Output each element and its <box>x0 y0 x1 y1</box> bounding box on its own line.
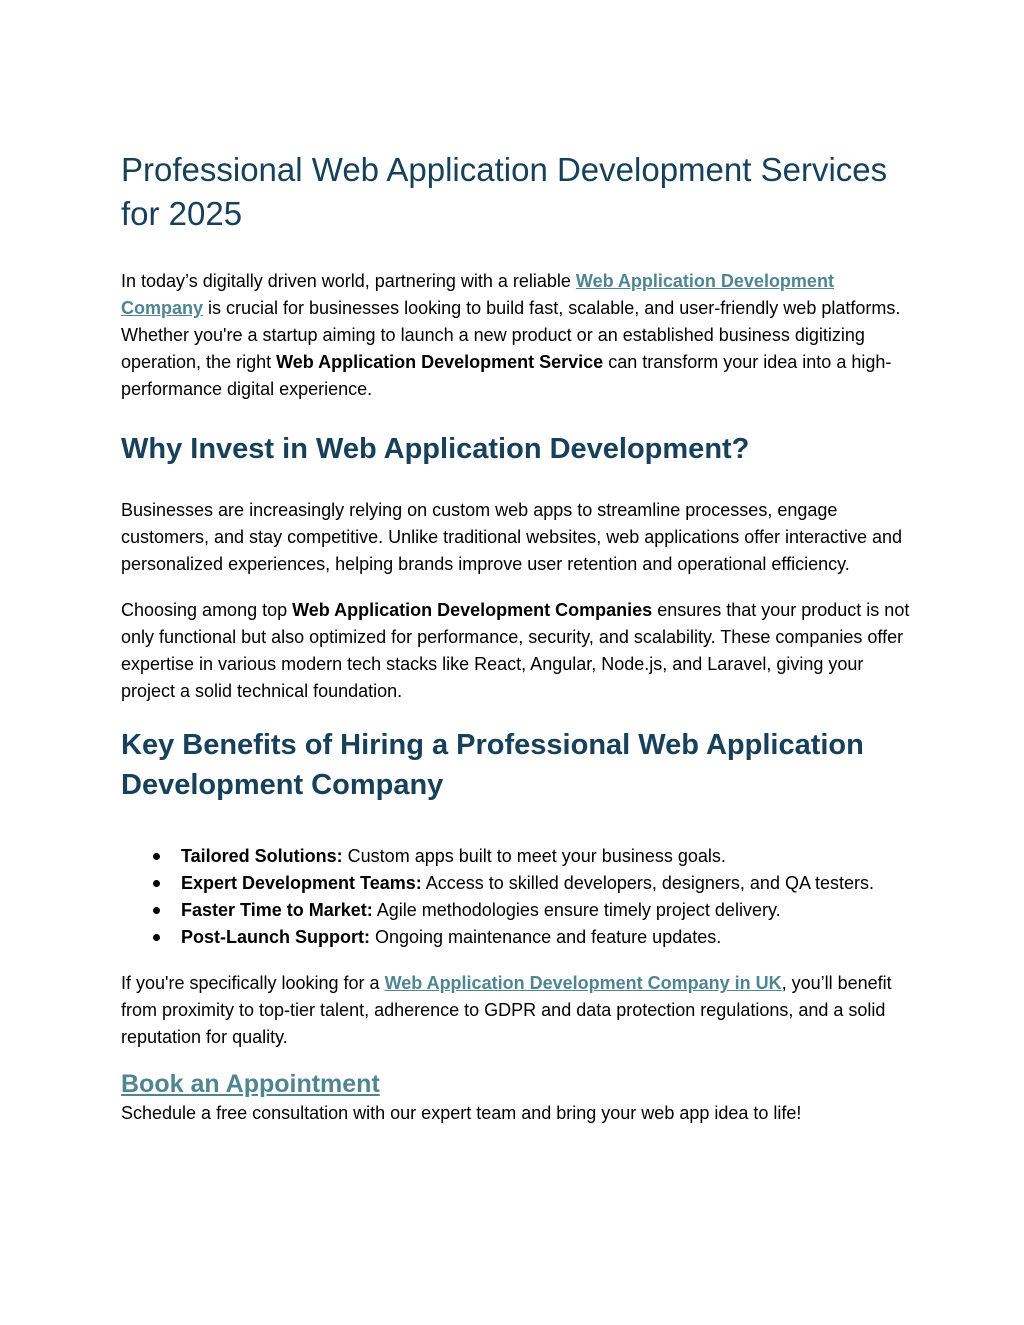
intro-text-3: can transform your idea into a high-performance digital experience. <box>121 352 892 399</box>
uk-text-2: , you’ll benefit from proximity to top-tier talent, adherence to GDPR and data protection regulations, and a solid reputation for quality. <box>121 973 892 1047</box>
why-invest-paragraph-2 <box>121 597 911 705</box>
list-item <box>121 870 911 897</box>
benefit-text: Agile methodologies ensure timely project delivery. <box>372 900 781 920</box>
web-app-company-uk-link[interactable]: Web Application Development Company in UK <box>384 973 782 993</box>
page-title: Professional Web Application Development Services for 2025 <box>121 151 888 232</box>
intro-paragraph <box>121 268 911 403</box>
benefit-text: Access to skilled developers, designers, and QA testers. <box>421 873 874 893</box>
paragraph-2-bold: Web Application Development Companies <box>292 600 653 620</box>
why-invest-heading: Why Invest in Web Application Development? <box>121 433 750 465</box>
benefit-label: Post-Launch Support: <box>181 927 370 947</box>
paragraph-2-text-2: ensures that your product is not only functional but also optimized for performance, security, and scalability. These companies offer expertise in various modern tech stacks like React, Angular, Node.js, and Laravel, giving your project a solid technical foundation. <box>121 600 910 701</box>
paragraph-2-text-1: Choosing among top <box>121 600 293 620</box>
benefit-label: Tailored Solutions: <box>181 846 343 866</box>
intro-text-1: In today’s digitally driven world, partnering with a reliable <box>121 271 576 291</box>
uk-text-1: If you're specifically looking for a <box>121 973 385 993</box>
document-content <box>121 148 911 1127</box>
benefit-text: Ongoing maintenance and feature updates. <box>369 927 722 947</box>
benefit-text: Custom apps built to meet your business goals. <box>342 846 726 866</box>
why-invest-paragraph-1: Businesses are increasingly relying on custom web apps to streamline processes, engage customers, and stay competitive. Unlike traditional websites, web applications offer interactive and personalized experiences, helping brands improve user retention and operational efficiency. <box>121 500 903 574</box>
benefit-label: Faster Time to Market: <box>181 900 373 920</box>
key-benefits-heading: Key Benefits of Hiring a Professional Web Application Development Company <box>121 729 864 801</box>
list-item <box>121 924 911 951</box>
benefit-label: Expert Development Teams: <box>181 873 422 893</box>
book-appointment-heading <box>121 1068 911 1100</box>
intro-bold-service: Web Application Development Service <box>276 352 604 372</box>
intro-text-2: is crucial for businesses looking to build fast, scalable, and user-friendly web platforms. Whether you're a startup aiming to launch a new product or an established business digitizing operation, the right <box>121 298 901 372</box>
web-app-company-link[interactable]: Web Application Development Company <box>121 271 834 318</box>
list-item <box>121 843 911 870</box>
benefits-list <box>121 843 911 951</box>
cta-paragraph: Schedule a free consultation with our expert team and bring your web app idea to life! <box>121 1103 802 1123</box>
uk-paragraph <box>121 970 911 1051</box>
list-item <box>121 897 911 924</box>
book-appointment-link[interactable]: Book an Appointment <box>121 1070 380 1098</box>
